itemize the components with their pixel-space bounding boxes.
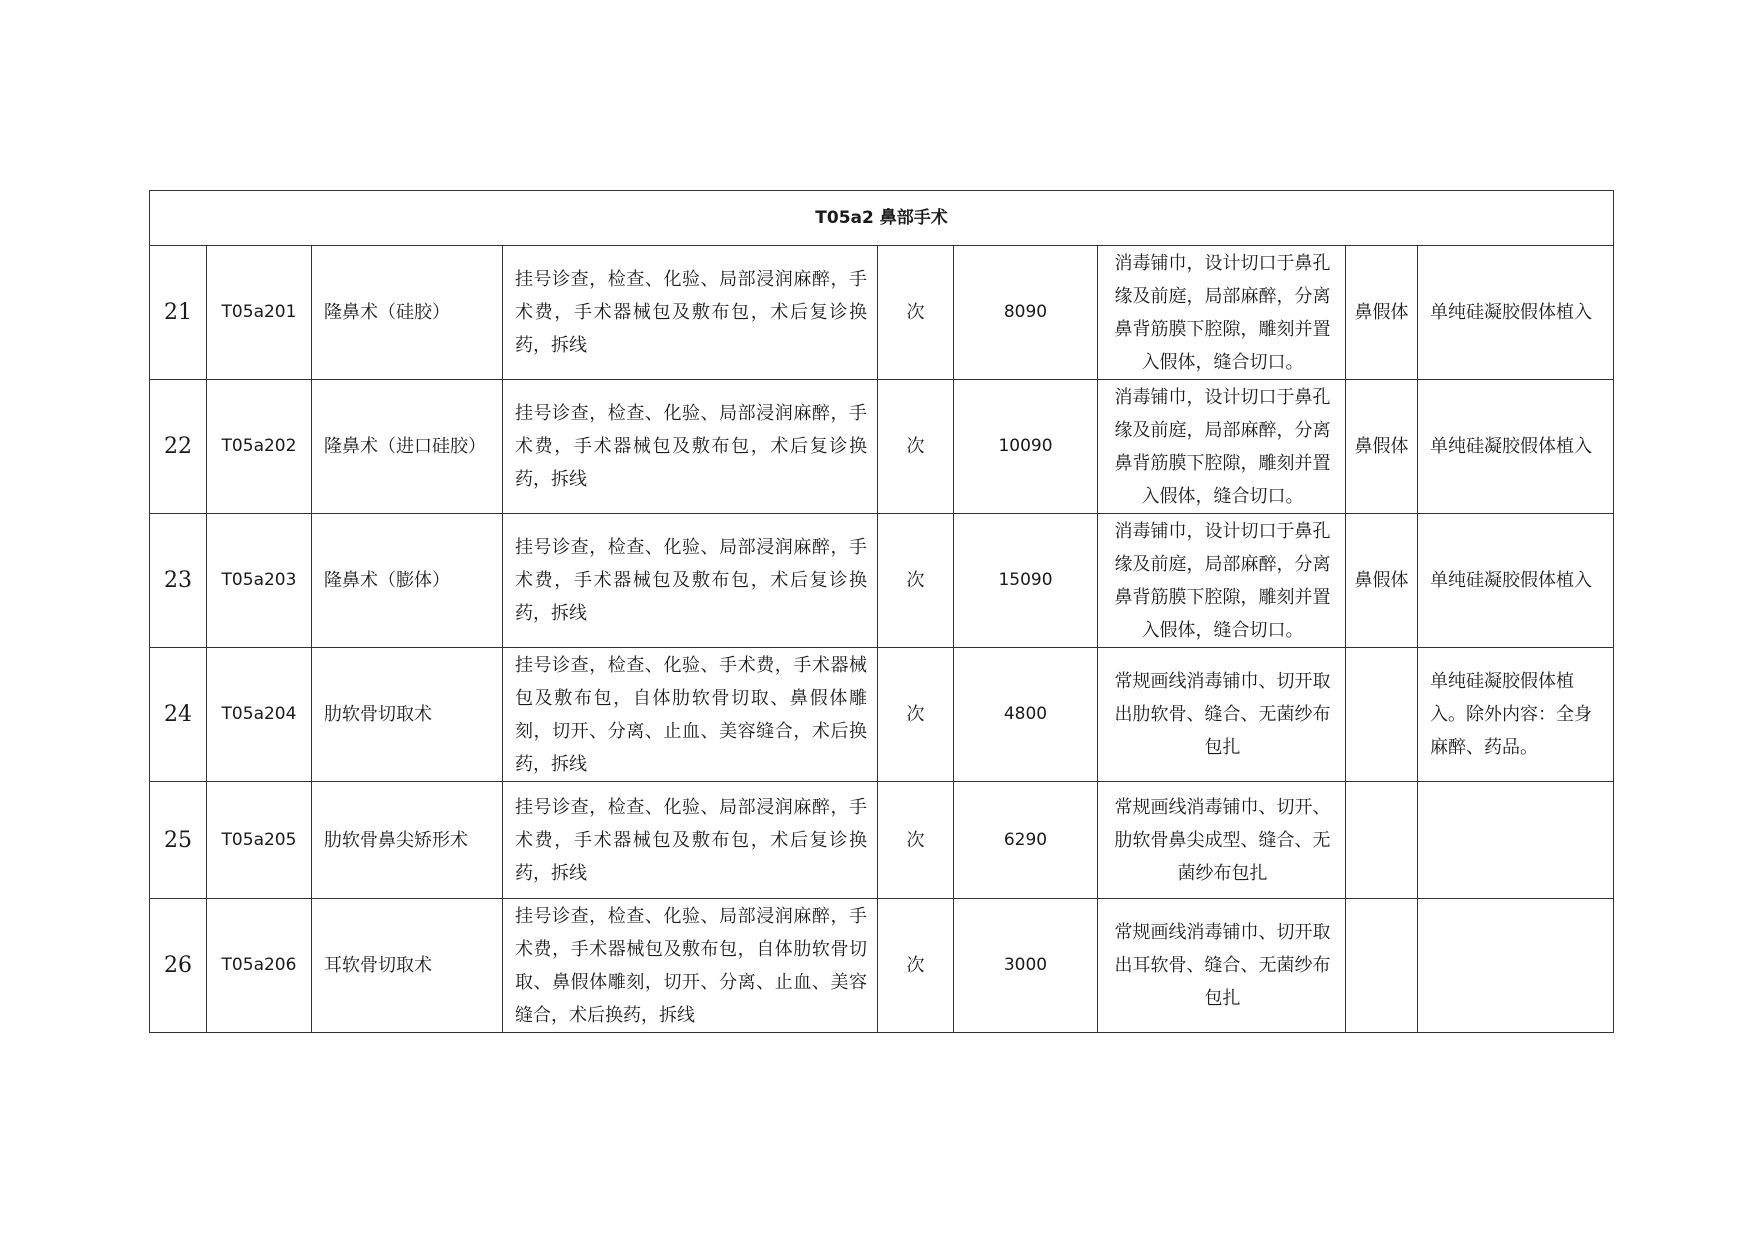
item-content: 挂号诊查，检查、化验、局部浸润麻醉，手术费，手术器械包及敷布包，术后复诊换药，拆线 [503, 380, 878, 514]
item-name: 隆鼻术（膨体） [312, 514, 503, 648]
item-unit: 次 [878, 514, 954, 648]
item-description: 常规画线消毒铺巾、切开、肋软骨鼻尖成型、缝合、无菌纱布包扎 [1098, 782, 1346, 899]
item-exclusions [1346, 648, 1418, 782]
item-code: T05a206 [207, 899, 312, 1033]
section-title: T05a2 鼻部手术 [150, 191, 1614, 246]
item-price: 4800 [954, 648, 1098, 782]
item-note: 单纯硅凝胶假体植入 [1418, 514, 1614, 648]
item-name: 耳软骨切取术 [312, 899, 503, 1033]
item-description: 消毒铺巾，设计切口于鼻孔缘及前庭，局部麻醉，分离鼻背筋膜下腔隙，雕刻并置入假体，缝合切口。 [1098, 246, 1346, 380]
table-row [150, 899, 1614, 1033]
item-description: 常规画线消毒铺巾、切开取出肋软骨、缝合、无菌纱布包扎 [1098, 648, 1346, 782]
table-row [150, 648, 1614, 782]
table-row [150, 380, 1614, 514]
item-exclusions: 鼻假体 [1346, 514, 1418, 648]
item-unit: 次 [878, 648, 954, 782]
item-exclusions: 鼻假体 [1346, 246, 1418, 380]
item-price: 3000 [954, 899, 1098, 1033]
item-code: T05a202 [207, 380, 312, 514]
item-code: T05a203 [207, 514, 312, 648]
item-content: 挂号诊查，检查、化验、手术费，手术器械包及敷布包，自体肋软骨切取、鼻假体雕刻，切开、分离、止血、美容缝合，术后换药，拆线 [503, 648, 878, 782]
row-number: 23 [150, 514, 207, 648]
item-note: 单纯硅凝胶假体植入 [1418, 380, 1614, 514]
item-note: 单纯硅凝胶假体植入。除外内容：全身麻醉、药品。 [1418, 648, 1614, 782]
item-unit: 次 [878, 899, 954, 1033]
item-name: 肋软骨鼻尖矫形术 [312, 782, 503, 899]
item-price: 15090 [954, 514, 1098, 648]
item-code: T05a204 [207, 648, 312, 782]
item-name: 隆鼻术（硅胶） [312, 246, 503, 380]
item-unit: 次 [878, 246, 954, 380]
item-name: 肋软骨切取术 [312, 648, 503, 782]
row-number: 22 [150, 380, 207, 514]
item-exclusions [1346, 899, 1418, 1033]
item-unit: 次 [878, 380, 954, 514]
item-note [1418, 899, 1614, 1033]
row-number: 21 [150, 246, 207, 380]
item-exclusions [1346, 782, 1418, 899]
item-description: 常规画线消毒铺巾、切开取出耳软骨、缝合、无菌纱布包扎 [1098, 899, 1346, 1033]
item-code: T05a201 [207, 246, 312, 380]
row-number: 24 [150, 648, 207, 782]
item-description: 消毒铺巾，设计切口于鼻孔缘及前庭，局部麻醉，分离鼻背筋膜下腔隙，雕刻并置入假体，缝合切口。 [1098, 514, 1346, 648]
item-price: 6290 [954, 782, 1098, 899]
item-content: 挂号诊查，检查、化验、局部浸润麻醉，手术费，手术器械包及敷布包，术后复诊换药，拆线 [503, 514, 878, 648]
item-note: 单纯硅凝胶假体植入 [1418, 246, 1614, 380]
table-row [150, 246, 1614, 380]
item-content: 挂号诊查，检查、化验、局部浸润麻醉，手术费，手术器械包及敷布包，术后复诊换药，拆线 [503, 782, 878, 899]
table-row [150, 782, 1614, 899]
item-price: 10090 [954, 380, 1098, 514]
item-content: 挂号诊查，检查、化验、局部浸润麻醉，手术费，手术器械包及敷布包，术后复诊换药，拆线 [503, 246, 878, 380]
row-number: 26 [150, 899, 207, 1033]
item-description: 消毒铺巾，设计切口于鼻孔缘及前庭，局部麻醉，分离鼻背筋膜下腔隙，雕刻并置入假体，缝合切口。 [1098, 380, 1346, 514]
item-unit: 次 [878, 782, 954, 899]
table-row [150, 514, 1614, 648]
row-number: 25 [150, 782, 207, 899]
item-content: 挂号诊查，检查、化验、局部浸润麻醉，手术费，手术器械包及敷布包，自体肋软骨切取、鼻假体雕刻，切开、分离、止血、美容缝合，术后换药，拆线 [503, 899, 878, 1033]
item-name: 隆鼻术（进口硅胶） [312, 380, 503, 514]
item-price: 8090 [954, 246, 1098, 380]
fee-schedule-table [149, 190, 1614, 1033]
section-title-row [150, 191, 1614, 246]
item-exclusions: 鼻假体 [1346, 380, 1418, 514]
item-code: T05a205 [207, 782, 312, 899]
item-note [1418, 782, 1614, 899]
